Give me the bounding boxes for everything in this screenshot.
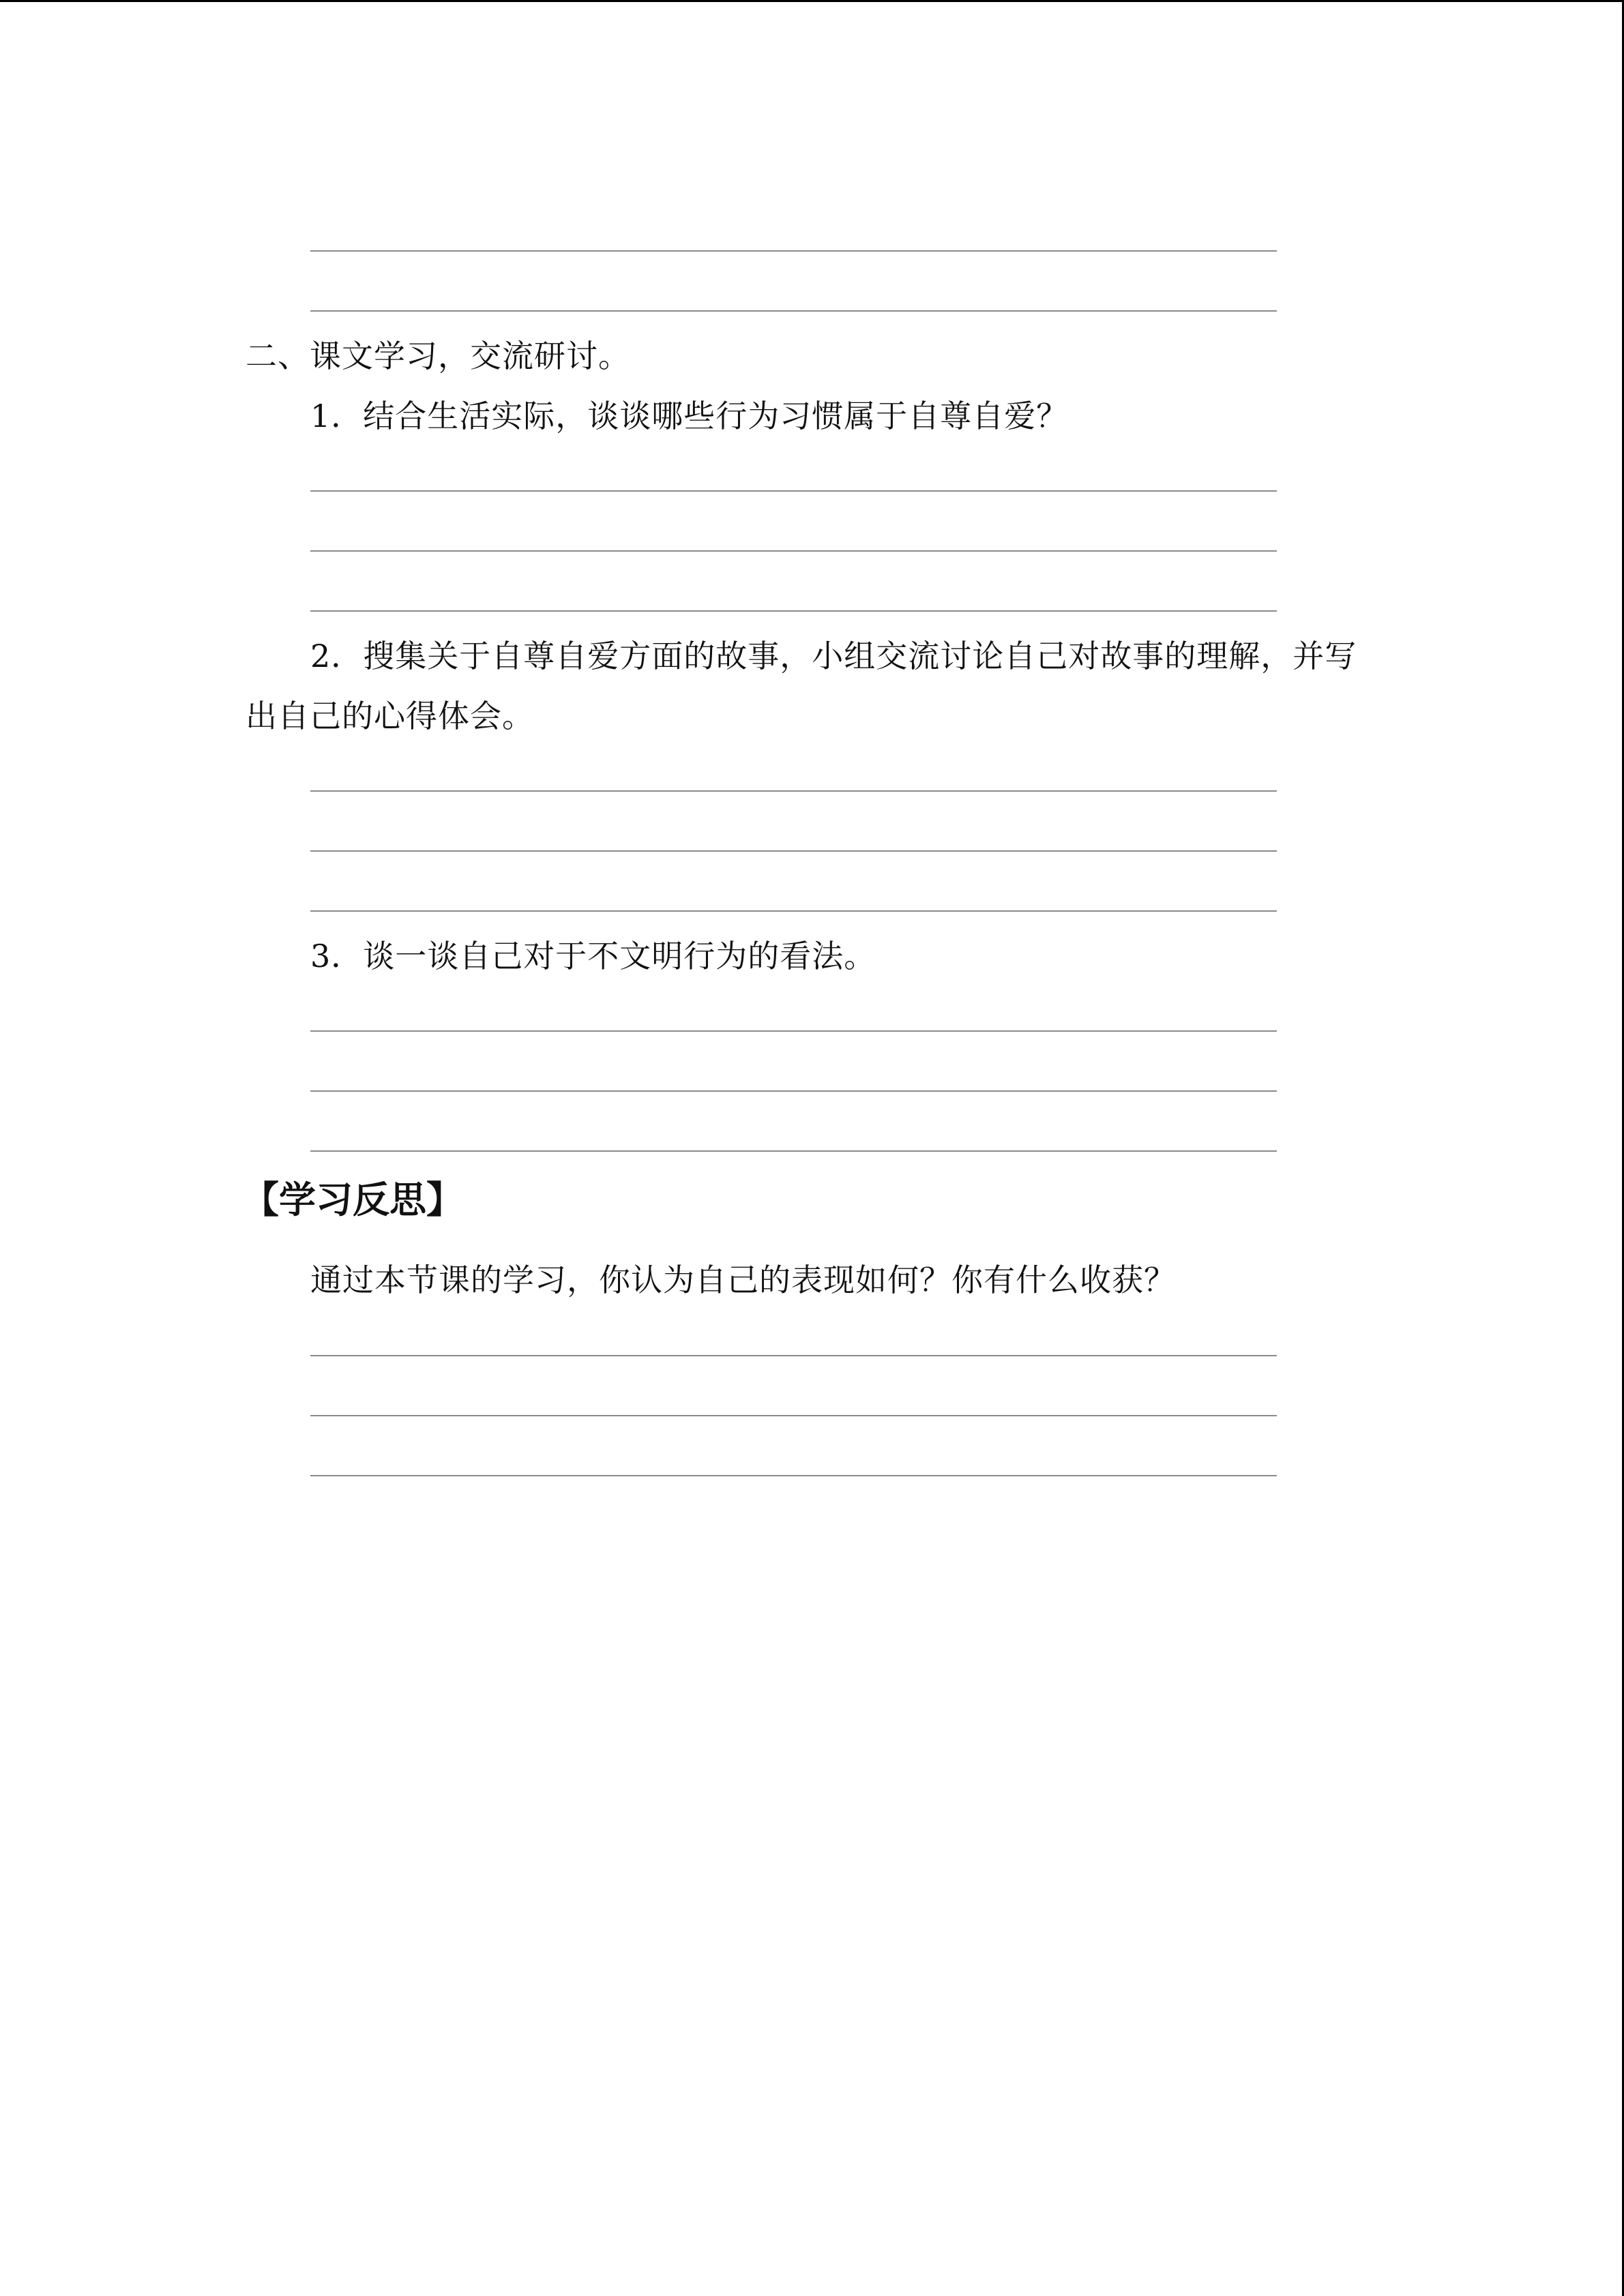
question-3: 3．谈一谈自己对于不文明行为的看法。: [310, 938, 876, 974]
answer-line[interactable]: [310, 310, 1277, 312]
answer-line[interactable]: [310, 1090, 1277, 1092]
answer-line[interactable]: [310, 1030, 1277, 1032]
answer-line[interactable]: [310, 1475, 1277, 1476]
answer-line[interactable]: [310, 550, 1277, 552]
answer-line[interactable]: [310, 490, 1277, 492]
question-2-line-1: 2．搜集关于自尊自爱方面的故事，小组交流讨论自己对故事的理解，并写: [310, 638, 1357, 674]
answer-line[interactable]: [310, 1150, 1277, 1152]
question-2-line-2: 出自己的心得体会。: [246, 698, 534, 734]
answer-line[interactable]: [310, 790, 1277, 792]
section-heading: 二、课文学习，交流研讨。: [246, 338, 630, 374]
answer-line[interactable]: [310, 910, 1277, 912]
answer-line[interactable]: [310, 1355, 1277, 1356]
question-1: 1．结合生活实际，谈谈哪些行为习惯属于自尊自爱？: [310, 398, 1069, 434]
reflection-prompt: 通过本节课的学习，你认为自己的表现如何？你有什么收获？: [310, 1262, 1176, 1298]
page-border-top: [0, 0, 1624, 2]
answer-line[interactable]: [310, 1415, 1277, 1416]
answer-line[interactable]: [310, 850, 1277, 852]
answer-line[interactable]: [310, 610, 1277, 612]
answer-line[interactable]: [310, 250, 1277, 252]
reflection-heading: 【学习反思】: [242, 1178, 463, 1221]
